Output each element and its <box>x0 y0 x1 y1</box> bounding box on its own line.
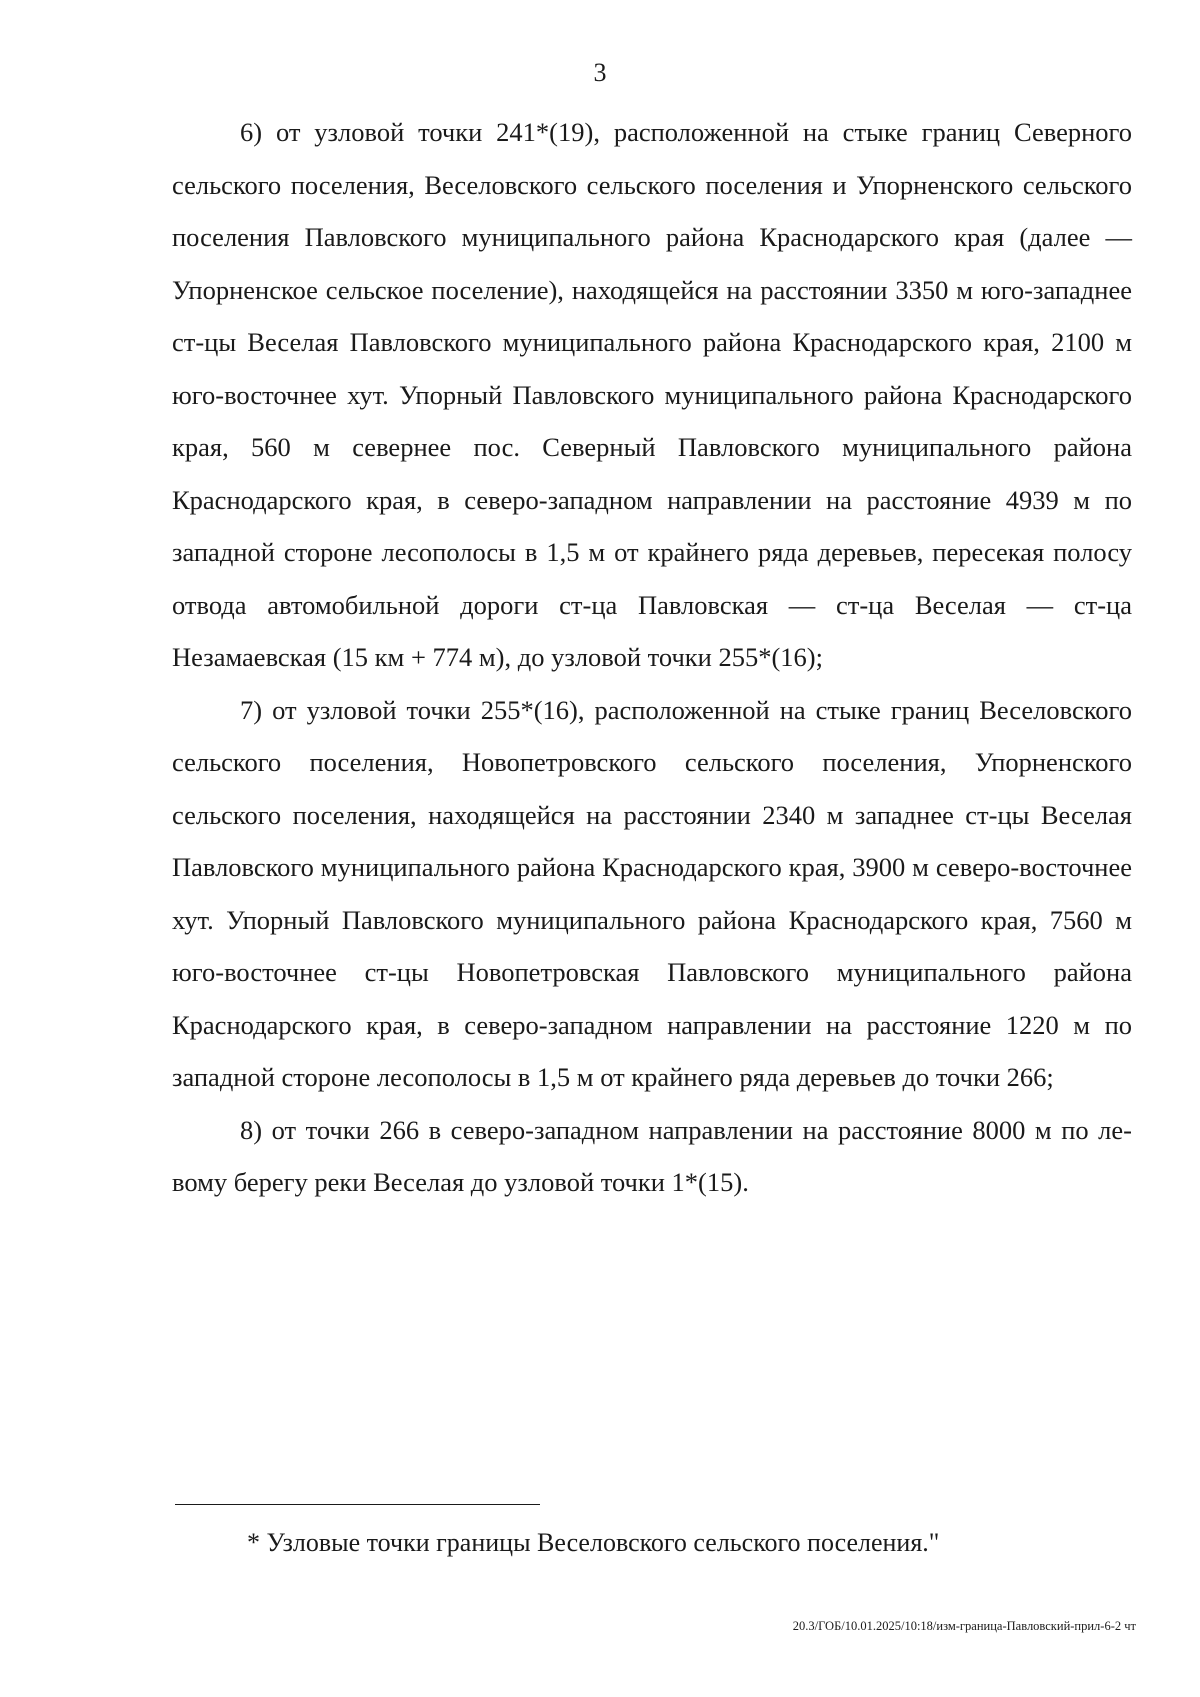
document-body <box>172 106 1132 1209</box>
footnote-separator <box>175 1504 540 1505</box>
paragraph-7: 7) от узловой точки 255*(16), расположенной на стыке границ Веселовского сельского поселения, Новопетровского сельского поселения, Упорненского сельского поселения, находящейся на расстоянии 2340 м западнее ст-цы Веселая Павловского муниципального района Краснодарского края, 3900 м северо-восточнее хут. Упорный Павловского муниципального района Краснодарского края, 7560 м юго-восточнее ст-цы Новопетровская Павловского муниципального района Краснодарского края, в северо-западном направлении на расстояние 1220 м по западной стороне лесополосы в 1,5 м от крайнего ряда деревьев до точки 266; <box>172 694 1132 1092</box>
paragraph-6: 6) от узловой точки 241*(19), расположенной на стыке границ Северного сельского поселения, Веселовского сельского поселения и Упорненского сельского поселения Павловского муниципального района Краснодарского края (далее — Упорненское сельское поселение), находящейся на расстоянии 3350 м юго-западнее ст-цы Веселая Павловского муниципального района Краснодарского края, 2100 м юго-восточнее хут. Упорный Павловского муниципального района Краснодарского края, 560 м севернее пос. Северный Павловского муниципального района Краснодарского края, в северо-западном направлении на расстояние 4939 м по западной стороне лесополосы в 1,5 м от крайнего ряда деревьев, пересекая полосу отвода автомобильной дороги ст-ца Павловская — ст-ца Веселая — ст-ца Незамаевская (15 км + 774 м), до узловой точки 255*(16); <box>172 117 1132 672</box>
footnote: * Узловые точки границы Веселовского сельского поселения." <box>247 1528 940 1557</box>
paragraph-8: 8) от точки 266 в северо-западном направлении на расстояние 8000 м по левому берегу реки Веселая до узловой точки 1*(15). <box>172 1114 1132 1197</box>
page-number: 3 <box>593 58 607 87</box>
document-code: 20.3/ГОБ/10.01.2025/10:18/изм-граница-Павловский-прил-6-2 чт <box>792 1619 1136 1633</box>
